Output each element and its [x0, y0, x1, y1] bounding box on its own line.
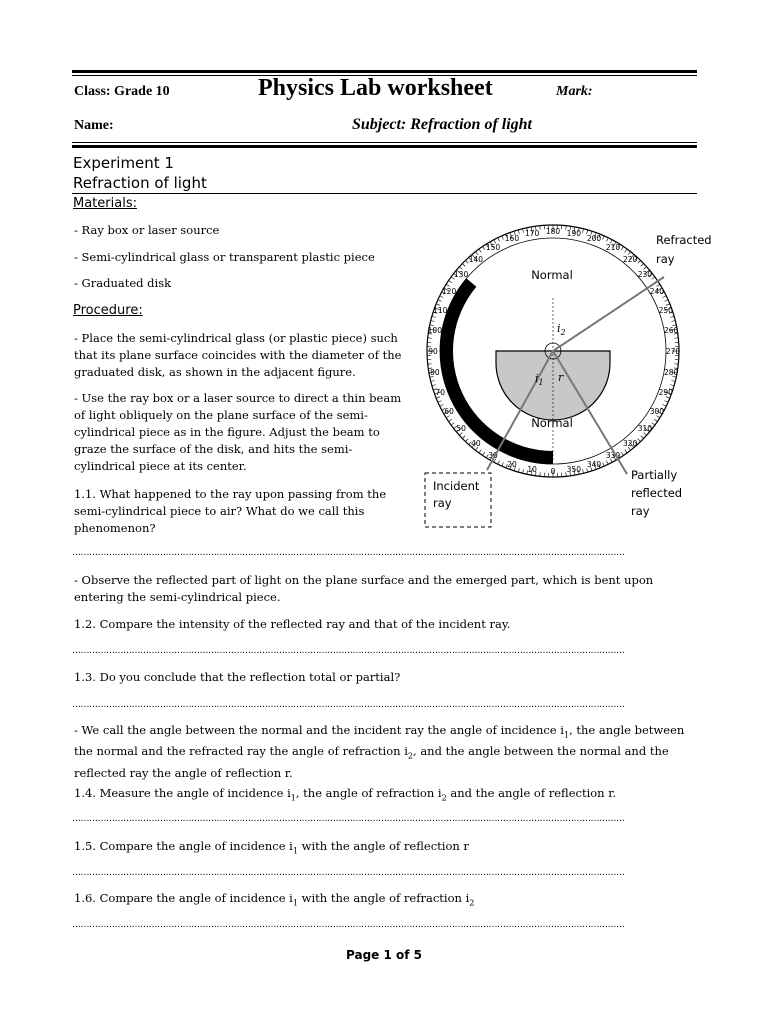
material-item: - Ray box or laser source [74, 223, 220, 237]
question-1-3: 1.3. Do you conclude that the reflection total or partial? [74, 670, 401, 684]
disk-scale-number: 60 [444, 407, 454, 416]
disk-scale-number: 230 [637, 269, 653, 279]
disk-scale-number: 70 [435, 388, 446, 398]
material-item: - Graduated disk [74, 276, 172, 290]
experiment-heading: Experiment 1 [73, 154, 174, 172]
answer-line[interactable]: …………………………………………………………………………………………………………………………………………………………………………… [72, 868, 625, 878]
mark-label: Mark: [556, 84, 593, 99]
q15-text-a: 1.5. Compare the angle of incidence i [74, 839, 293, 853]
q15-sub1: 1 [292, 846, 298, 856]
disk-scale-number: 280 [664, 367, 679, 377]
disk-scale-number: 240 [649, 287, 665, 296]
disk-scale-number: 10 [527, 465, 537, 475]
disk-scale-number: 150 [485, 243, 501, 253]
disk-scale-number: 350 [566, 465, 582, 475]
normal-top-label: Normal [531, 268, 573, 282]
name-label: Name: [74, 118, 114, 133]
material-item: - Semi-cylindrical glass or transparent plastic piece [74, 250, 375, 264]
materials-heading: Materials: [73, 196, 137, 211]
question-1-2: 1.2. Compare the intensity of the reflected ray and that of the incident ray. [74, 617, 511, 631]
disk-scale-number: 30 [488, 450, 498, 460]
disk-scale-number: 200 [586, 234, 602, 244]
disk-scale-number: 100 [427, 326, 442, 336]
definition-part3: , and the angle between the normal and the reflected ray the angle of reflection r. [74, 744, 669, 780]
answer-line[interactable]: …………………………………………………………………………………………………………………………………………………………………………… [72, 700, 625, 710]
disk-scale-number: 220 [622, 255, 638, 265]
disk-scale-number: 110 [433, 305, 448, 315]
disk-scale-number: 0 [550, 467, 556, 476]
disk-scale-number: 50 [456, 424, 466, 434]
disk-scale-number: 190 [566, 228, 582, 238]
page-number: Page 1 of 5 [346, 948, 422, 962]
disk-scale-number: 120 [441, 287, 457, 296]
disk-scale-number: 130 [453, 269, 469, 279]
disk-scale-number: 310 [637, 424, 653, 434]
procedure-heading: Procedure: [73, 303, 143, 318]
refracted-ray-label: Refracted ray [656, 233, 712, 266]
disk-scale-number: 290 [658, 388, 673, 398]
disk-scale-number: 80 [430, 367, 440, 377]
disk-scale-number: 40 [471, 438, 481, 448]
angle-r-label: r [558, 371, 564, 384]
observe-text: - Observe the reflected part of light on the plane surface and the emerged part, which is bent upon entering the semi-cylindrical piece. [74, 573, 654, 604]
disk-scale-number: 330 [605, 450, 621, 460]
q16-text-b: with the angle of refraction i [297, 891, 470, 905]
answer-line[interactable]: …………………………………………………………………………………………………………………………………………………………………………… [72, 920, 625, 930]
partially-reflected-ray-label: Partially reflected ray [631, 468, 683, 518]
disk-scale-number: 90 [428, 347, 438, 356]
disk-scale-number: 320 [622, 438, 638, 448]
angle-i1-label: $i_1$ [535, 372, 544, 387]
procedure-step: - Place the semi-cylindrical glass (or plastic piece) such that its plane surface coincides with the diameter of the graduated disk, as shown in the adjacent figure. [74, 331, 402, 379]
angle-i2-label: $i_2$ [557, 322, 566, 337]
question-1-1: 1.1. What happened to the ray upon passing from the semi-cylindrical piece to air? What do we call this phenomenon? [74, 487, 387, 535]
disk-scale-number: 270 [665, 347, 681, 356]
q16-sub1: 1 [292, 898, 298, 908]
definition-sub1: 1 [563, 730, 570, 740]
disk-scale-number: 180 [545, 227, 561, 236]
q15-text-b: with the angle of reflection r [297, 839, 469, 853]
experiment-subheading: Refraction of light [73, 174, 207, 192]
disk-scale-number: 160 [504, 234, 520, 244]
q14-sub2: 2 [441, 793, 447, 803]
answer-line[interactable]: …………………………………………………………………………………………………………………………………………………………………………… [72, 814, 625, 824]
q14-text-a: 1.4. Measure the angle of incidence i [74, 786, 291, 800]
disk-scale-number: 140 [468, 255, 484, 265]
answer-line[interactable]: …………………………………………………………………………………………………………………………………………………………………………… [72, 548, 625, 558]
disk-scale-number: 170 [524, 228, 540, 238]
definition-part2: , the angle between the normal and the refracted ray the angle of refraction i [74, 723, 685, 759]
answer-line[interactable]: …………………………………………………………………………………………………………………………………………………………………………… [72, 646, 625, 656]
procedure-step: - Use the ray box or a laser source to direct a thin beam of light obliquely on the plane surface of the semi-cylindrical piece as in the figure. Adjust the beam to graze the surface of the disk, and hits the semi-cylindrical piece at its center. [74, 391, 402, 473]
incident-ray-label: Incident ray [433, 479, 480, 510]
q14-sub1: 1 [290, 793, 296, 803]
disk-scale-number: 250 [658, 305, 673, 315]
disk-scale-number: 340 [586, 459, 602, 469]
q16-sub2: 2 [469, 898, 475, 908]
normal-bottom-label: Normal [531, 416, 573, 430]
class-label: Class: Grade 10 [74, 84, 170, 99]
page-title: Physics Lab worksheet [258, 75, 493, 101]
q14-text-c: and the angle of reflection r. [446, 786, 617, 800]
q16-text-a: 1.6. Compare the angle of incidence i [74, 891, 293, 905]
disk-scale-number: 210 [605, 243, 621, 253]
definition-part1: - We call the angle between the normal and the incident ray the angle of incidence i [74, 723, 564, 737]
q14-text-b: , the angle of refraction i [295, 786, 442, 800]
subject-label: Subject: Refraction of light [352, 116, 532, 133]
definition-sub2: 2 [407, 751, 414, 761]
disk-scale-number: 300 [649, 407, 665, 416]
disk-scale-number: 260 [664, 326, 679, 336]
disk-scale-number: 20 [507, 459, 517, 469]
